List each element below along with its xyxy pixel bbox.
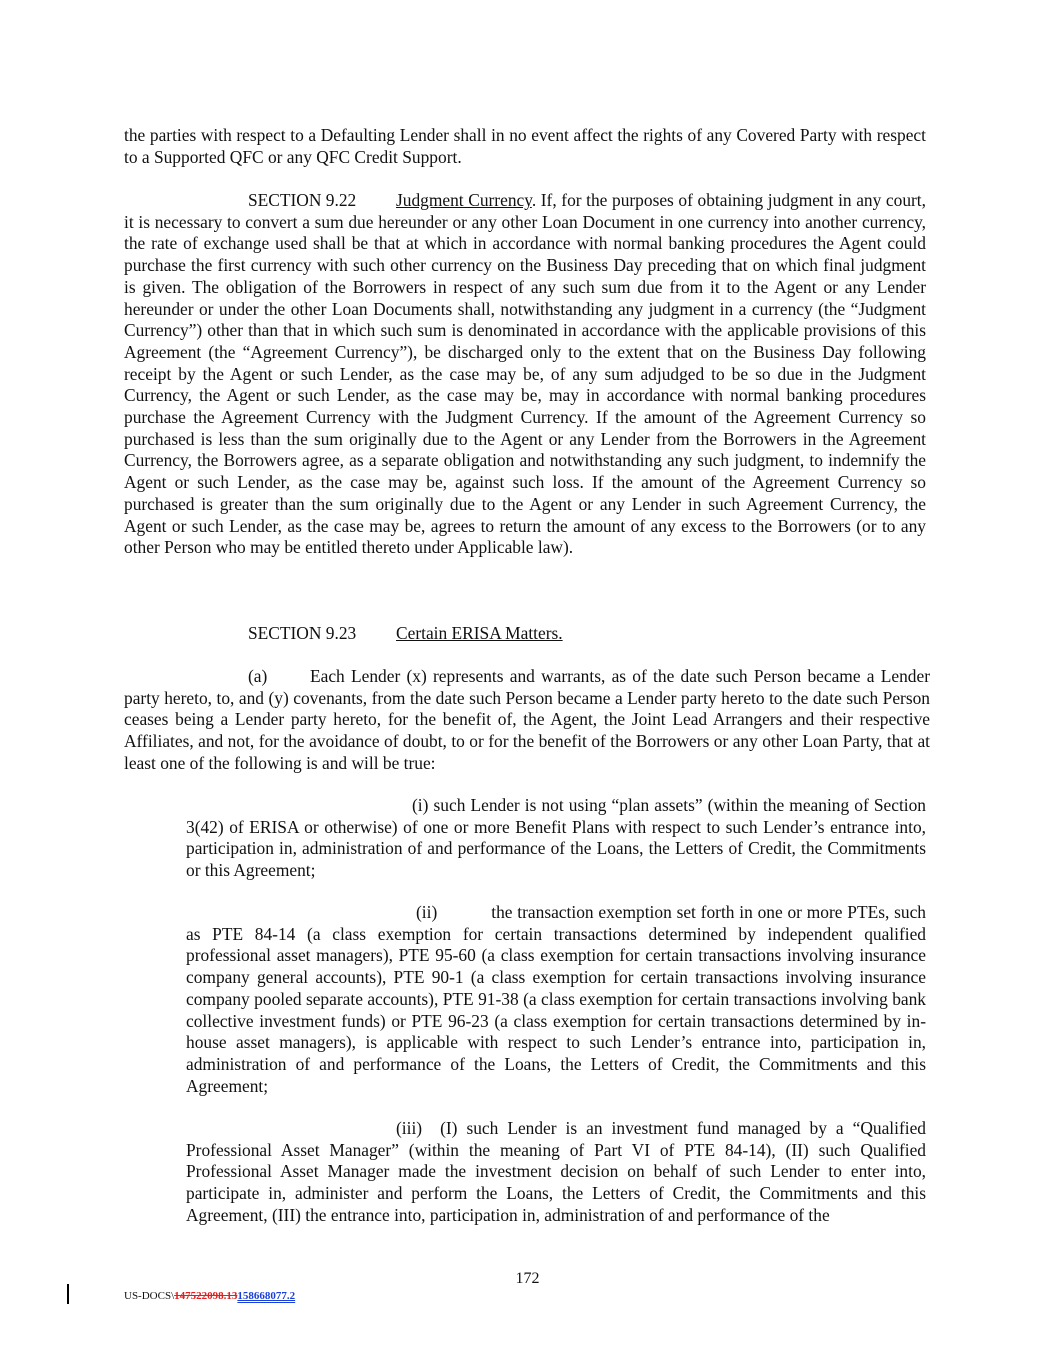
clause-a-paragraph — [124, 666, 930, 775]
continuation-text: the parties with respect to a Defaulting Lender shall in no event affect the rights of any Covered Party with respect to a Supported QFC or any QFC Credit Support. — [124, 125, 926, 167]
sub-clause-ii-body: the transaction exemption set forth in one or more PTEs, such as PTE 84-14 (a class exemption for certain transactions determined by independent qualified professional asset managers), PTE 95-60 (a class exemption for certain transactions involving insurance company general accounts), PTE 90-1 (a class exemption for certain transactions involving insurance company pooled separate accounts), PTE 91-38 (a class exemption for certain transactions involving bank collective investment funds) or PTE 96-23 (a class exemption for certain transactions determined by in-house asset managers), is applicable with respect to such Lender’s entrance into, participation in, administration of and performance of the Loans, the Letters of Credit, the Commitments and this Agreement; — [186, 902, 926, 1096]
document-id — [124, 1289, 295, 1303]
section-9-23-heading: Certain ERISA Matters. — [396, 623, 563, 643]
sub-clause-iii-body: (I) such Lender is an investment fund managed by a “Qualified Professional Asset Manager” (within the meaning of Part VI of PTE 84-14), (II) such Qualified Professional Asset Manager made the investment decision on behalf of such Lender to enter into, participate in, administer and perform the Loans, the Letters of Credit, the Commitments and this Agreement, (III) the entrance into, participation in, administration of and performance of the — [186, 1118, 926, 1225]
sub-clause-i-paragraph — [186, 795, 926, 882]
section-9-22-paragraph — [124, 190, 926, 559]
sub-clause-iii-paragraph — [186, 1118, 926, 1227]
deleted-doc-id: 147522098.13 — [174, 1290, 238, 1302]
clause-a-body: Each Lender (x) represents and warrants, as of the date such Person became a Lender party hereto, to, and (y) covenants, from the date such Person became a Lender party hereto to the date such Person ceases being a Lender party hereto, for the benefit of, the Agent, the Joint Lead Arrangers and their respective Affiliates, and not, for the avoidance of doubt, to or for the benefit of the Borrowers or any other Loan Party, that at least one of the following is and will be true: — [124, 666, 930, 773]
section-9-23-number: SECTION 9.23 — [248, 623, 357, 643]
sub-clause-i-label: (i) — [412, 795, 429, 815]
change-bar — [67, 1284, 69, 1304]
section-9-22-number: SECTION 9.22 — [248, 190, 357, 210]
sub-clause-i-body: such Lender is not using “plan assets” (within the meaning of Section 3(42) of ERISA or otherwise) of one or more Benefit Plans with respect to such Lender’s entrance into, participation in, administration of and performance of the Loans, the Letters of Credit, the Commitments or this Agreement; — [186, 795, 926, 881]
doc-id-prefix: US-DOCS\ — [124, 1290, 175, 1302]
page-number: 172 — [515, 1270, 540, 1287]
continuation-paragraph — [124, 125, 926, 168]
inserted-doc-id: 158668077.2 — [237, 1290, 296, 1302]
section-9-22-body: . If, for the purposes of obtaining judgment in any court, it is necessary to convert a sum due hereunder or any other Loan Document in one currency into another currency, the rate of exchange used shall be that at which in accordance with normal banking procedures the Agent could purchase the first currency with such other currency on the Business Day preceding that on which final judgment is given. The obligation of the Borrowers in respect of any such sum due from it to the Agent or any Lender hereunder or under the other Loan Documents shall, notwithstanding any judgment in a currency (the “Judgment Currency”) other than that in which such sum is denominated in accordance with the applicable provisions of this Agreement (the “Agreement Currency”), be discharged only to the extent that on the Business Day following receipt by the Agent or such Lender, as the case may be, of any sum adjudged to be so due in the Judgment Currency, the Agent or such Lender, as the case may be, may in accordance with normal banking procedures purchase the Agreement Currency with the Judgment Currency. If the amount of the Agreement Currency so purchased is less than the sum originally due to the Agent or any Lender from the Borrowers in the Agreement Currency, the Borrowers agree, as a separate obligation and notwithstanding any such judgment, to indemnify the Agent or such Lender, as the case may be, against such loss. If the amount of the Agreement Currency so purchased is greater than the sum originally due to the Agent or any Lender in such Agreement Currency, the Agent or such Lender, as the case may be, agrees to return the amount of any excess to the Borrowers (or to any other Person who may be entitled thereto under Applicable law). — [124, 190, 926, 558]
sub-clause-iii-label: (iii) — [396, 1118, 423, 1138]
clause-a-label: (a) — [248, 666, 268, 686]
section-9-22-heading: Judgment Currency — [396, 190, 532, 210]
sub-clause-ii-paragraph — [186, 902, 926, 1097]
sub-clause-ii-label: (ii) — [416, 902, 438, 922]
section-9-23-heading-line — [124, 623, 926, 645]
